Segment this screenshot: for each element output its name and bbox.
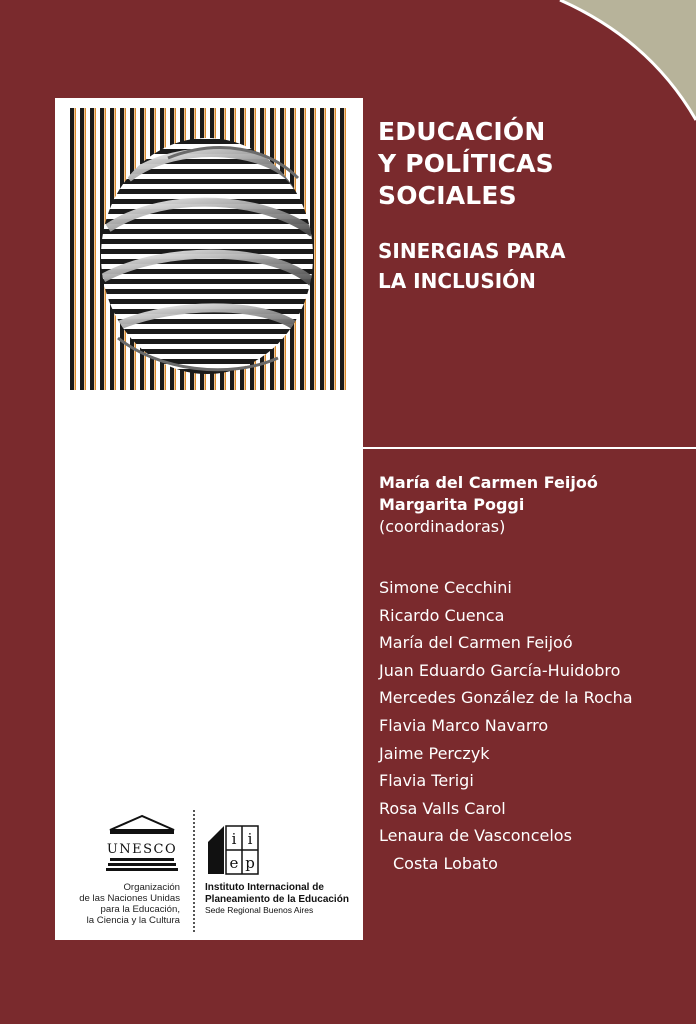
author-name-continuation: Costa Lobato bbox=[393, 853, 498, 873]
book-subtitle-line-1: SINERGIAS PARA bbox=[378, 239, 566, 263]
iiep-logo-icon bbox=[208, 824, 260, 876]
author-name: Jaime Perczyk bbox=[379, 743, 490, 763]
unesco-temple-icon bbox=[106, 814, 178, 876]
author-name: Juan Eduardo García-Huidobro bbox=[379, 660, 621, 680]
iiep-name-line: Planeamiento de la Educación bbox=[205, 893, 349, 905]
iiep-sede: Sede Regional Buenos Aires bbox=[205, 905, 314, 915]
publisher-logos bbox=[58, 810, 358, 935]
author-list bbox=[379, 574, 694, 878]
iiep-name-line: Instituto Internacional de bbox=[205, 882, 324, 893]
author-name: Ricardo Cuenca bbox=[379, 605, 505, 625]
book-title-line-3: SOCIALES bbox=[378, 181, 517, 210]
coordinator-name: Margarita Poggi bbox=[379, 495, 525, 514]
unesco-line: de las Naciones Unidas bbox=[79, 893, 180, 904]
book-title-line-1: EDUCACIÓN bbox=[378, 117, 546, 146]
logo-divider bbox=[193, 810, 197, 932]
title-block bbox=[378, 116, 678, 296]
divider-rule bbox=[363, 447, 696, 449]
coordinators bbox=[379, 472, 689, 538]
coordinators-note: (coordinadoras) bbox=[379, 517, 506, 536]
author-name: Mercedes González de la Rocha bbox=[379, 688, 633, 708]
author-name: Rosa Valls Carol bbox=[379, 798, 506, 818]
author-name: Flavia Marco Navarro bbox=[379, 715, 549, 735]
book-subtitle-line-2: LA INCLUSIÓN bbox=[378, 269, 536, 293]
subtitle-block bbox=[378, 236, 678, 296]
iiep-letter: e bbox=[229, 854, 239, 872]
unesco-line: la Ciencia y la Cultura bbox=[86, 915, 180, 926]
author-name: María del Carmen Feijoó bbox=[379, 633, 573, 653]
unesco-logo-text: UNESCO bbox=[106, 842, 178, 857]
unesco-name bbox=[62, 882, 180, 926]
iiep-letter: i bbox=[231, 830, 237, 848]
book-title-line-2: Y POLÍTICAS bbox=[378, 149, 554, 178]
unesco-line: para la Educación, bbox=[100, 904, 180, 915]
author-name: Simone Cecchini bbox=[379, 578, 512, 597]
unesco-line: Organización bbox=[123, 882, 180, 893]
iiep-letter: i bbox=[247, 830, 253, 848]
author-name: Lenaura de Vasconcelos bbox=[379, 826, 572, 846]
op-art-sphere-icon bbox=[68, 108, 346, 390]
iiep-name bbox=[205, 882, 360, 916]
coordinator-name: María del Carmen Feijoó bbox=[379, 473, 598, 492]
iiep-letter: p bbox=[245, 854, 255, 872]
author-name: Flavia Terigi bbox=[379, 771, 474, 791]
